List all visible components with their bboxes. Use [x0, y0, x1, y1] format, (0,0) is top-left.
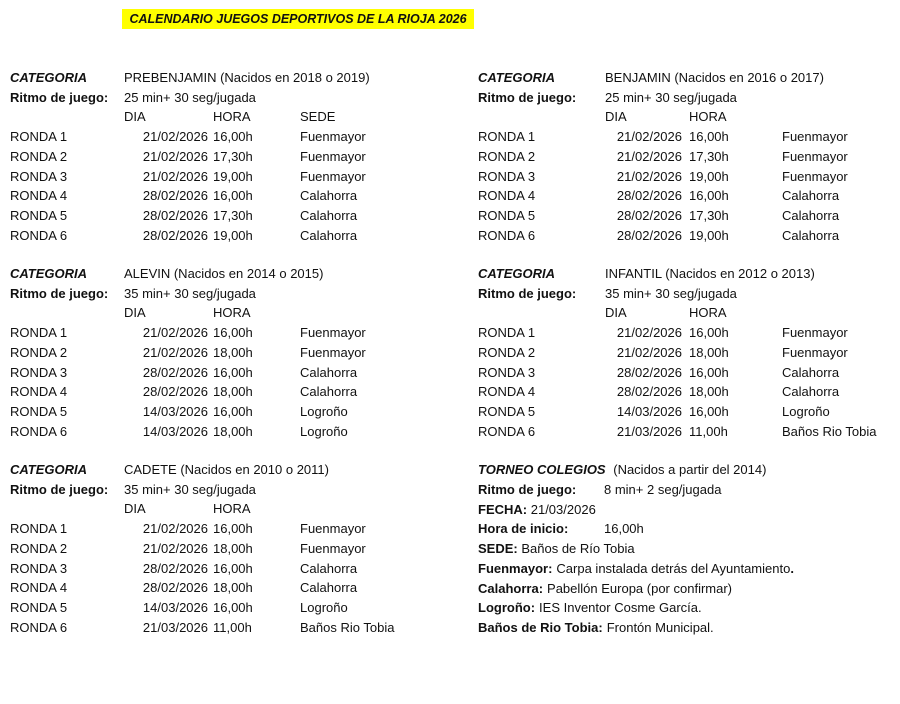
ronda-label: RONDA 3	[10, 560, 68, 576]
dia-header: DIA	[605, 305, 627, 321]
ronda-label: RONDA 4	[10, 580, 68, 596]
ronda-label: RONDA 5	[478, 207, 536, 223]
ronda-date: 28/02/2026	[616, 207, 682, 223]
categoria-label: CATEGORIA	[10, 462, 88, 477]
ronda-hora: 18,00h	[213, 540, 253, 556]
ronda-label: RONDA 3	[10, 168, 68, 184]
venue-label: Logroño:	[478, 600, 536, 616]
ronda-hora: 17,30h	[689, 148, 729, 164]
document-title: CALENDARIO JUEGOS DEPORTIVOS DE LA RIOJA 2026	[122, 9, 474, 29]
ronda-sede: Fuenmayor	[300, 325, 366, 341]
category-block	[478, 69, 900, 259]
torneo-hora-label: Hora de inicio:	[478, 521, 569, 536]
category-block	[10, 69, 450, 259]
category-block	[478, 265, 900, 455]
ronda-date: 21/02/2026	[616, 344, 682, 360]
ronda-hora: 16,00h	[213, 599, 253, 615]
ronda-label: RONDA 6	[10, 423, 68, 439]
ronda-sede: Calahorra	[782, 384, 840, 400]
ronda-label: RONDA 4	[478, 188, 536, 204]
categoria-label: CATEGORIA	[478, 70, 556, 85]
ronda-hora: 18,00h	[689, 384, 729, 400]
ritmo-value: 25 min+ 30 seg/jugada	[124, 89, 256, 105]
ronda-label: RONDA 4	[10, 188, 68, 204]
category-name: BENJAMIN (Nacidos en 2016 o 2017)	[605, 70, 824, 85]
venue-description: Frontón Municipal.	[606, 620, 714, 636]
ronda-date: 21/02/2026	[142, 540, 208, 556]
ronda-sede: Fuenmayor	[300, 344, 366, 360]
ronda-hora: 16,00h	[213, 188, 253, 204]
ronda-sede: Calahorra	[782, 227, 840, 243]
ronda-label: RONDA 6	[478, 423, 536, 439]
venue-description: Pabellón Europa (por confirmar)	[547, 580, 733, 596]
categoria-label: CATEGORIA	[10, 266, 88, 281]
ronda-label: RONDA 4	[10, 384, 68, 400]
ronda-hora: 19,00h	[689, 168, 729, 184]
torneo-ritmo-line	[478, 481, 576, 499]
venue-line	[478, 599, 702, 617]
venue-suffix: .	[790, 561, 794, 576]
ronda-date: 28/02/2026	[142, 580, 208, 596]
hora-header: HORA	[689, 109, 727, 125]
ronda-hora: 16,00h	[213, 325, 253, 341]
ronda-sede: Calahorra	[300, 384, 358, 400]
category-name: INFANTIL (Nacidos en 2012 o 2013)	[605, 266, 815, 281]
categoria-label: CATEGORIA	[478, 266, 556, 281]
venue-description: IES Inventor Cosme García.	[539, 600, 702, 616]
hora-header: HORA	[689, 305, 727, 321]
ronda-sede: Fuenmayor	[300, 540, 366, 556]
ronda-date: 21/02/2026	[142, 148, 208, 164]
ritmo-value: 35 min+ 30 seg/jugada	[124, 285, 256, 301]
ritmo-label: Ritmo de juego:	[10, 285, 109, 301]
ronda-sede: Baños Rio Tobia	[782, 423, 877, 439]
torneo-title: TORNEO COLEGIOS	[478, 462, 606, 477]
ronda-sede: Logroño	[300, 403, 348, 419]
ronda-label: RONDA 1	[10, 129, 68, 145]
hora-header: HORA	[213, 501, 251, 517]
ronda-hora: 17,30h	[213, 148, 253, 164]
ronda-date: 28/02/2026	[142, 364, 208, 380]
ronda-hora: 18,00h	[213, 423, 253, 439]
ronda-date: 14/03/2026	[616, 403, 682, 419]
ronda-hora: 17,30h	[689, 207, 729, 223]
ronda-label: RONDA 6	[10, 227, 68, 243]
ronda-sede: Calahorra	[300, 560, 358, 576]
ronda-label: RONDA 4	[478, 384, 536, 400]
ronda-hora: 16,00h	[213, 364, 253, 380]
ronda-hora: 18,00h	[213, 580, 253, 596]
ronda-label: RONDA 2	[10, 344, 68, 360]
ronda-sede: Calahorra	[300, 188, 358, 204]
ronda-sede: Calahorra	[300, 364, 358, 380]
torneo-sede-line	[478, 540, 635, 558]
ronda-date: 28/02/2026	[616, 188, 682, 204]
ronda-label: RONDA 1	[10, 325, 68, 341]
ronda-date: 28/02/2026	[142, 384, 208, 400]
torneo-fecha-line	[478, 501, 596, 519]
torneo-hora-value: 16,00h	[604, 521, 644, 536]
ronda-hora: 16,00h	[213, 521, 253, 537]
dia-header: DIA	[605, 109, 627, 125]
ronda-label: RONDA 2	[10, 540, 68, 556]
categoria-label: CATEGORIA	[10, 70, 88, 85]
ronda-label: RONDA 3	[478, 168, 536, 184]
ronda-label: RONDA 3	[10, 364, 68, 380]
ronda-date: 14/03/2026	[142, 423, 208, 439]
venue-label: Baños de Rio Tobia:	[478, 620, 603, 636]
ronda-date: 21/02/2026	[616, 168, 682, 184]
ronda-label: RONDA 1	[478, 129, 536, 145]
ronda-date: 21/02/2026	[142, 344, 208, 360]
torneo-ritmo-label: Ritmo de juego:	[478, 482, 577, 497]
ronda-hora: 16,00h	[213, 560, 253, 576]
ronda-label: RONDA 6	[478, 227, 536, 243]
category-name: CADETE (Nacidos en 2010 o 2011)	[124, 462, 329, 477]
ronda-sede: Fuenmayor	[782, 168, 848, 184]
ronda-hora: 19,00h	[213, 227, 253, 243]
ronda-date: 28/02/2026	[142, 227, 208, 243]
venue-label: Calahorra:	[478, 580, 544, 596]
ritmo-label: Ritmo de juego:	[478, 89, 577, 105]
ronda-hora: 18,00h	[213, 344, 253, 360]
ronda-hora: 18,00h	[213, 384, 253, 400]
ronda-sede: Calahorra	[300, 207, 358, 223]
ronda-sede: Baños Rio Tobia	[300, 619, 395, 635]
ronda-sede: Calahorra	[300, 227, 358, 243]
ronda-sede: Logroño	[300, 423, 348, 439]
ronda-label: RONDA 5	[478, 403, 536, 419]
ronda-hora: 16,00h	[689, 364, 729, 380]
torneo-sede-value: Baños de Río Tobia	[521, 541, 635, 556]
ronda-sede: Fuenmayor	[300, 129, 366, 145]
ronda-hora: 11,00h	[689, 423, 728, 439]
dia-header: DIA	[124, 501, 146, 517]
ronda-hora: 16,00h	[689, 188, 729, 204]
ronda-date: 28/02/2026	[616, 384, 682, 400]
torneo-ritmo-value: 8 min+ 2 seg/jugada	[604, 482, 722, 497]
ronda-label: RONDA 3	[478, 364, 536, 380]
ronda-sede: Calahorra	[300, 580, 358, 596]
ronda-date: 21/02/2026	[616, 129, 682, 145]
ronda-hora: 17,30h	[213, 207, 253, 223]
ronda-sede: Fuenmayor	[300, 521, 366, 537]
sede-header: SEDE	[300, 109, 336, 125]
ronda-date: 21/02/2026	[616, 325, 682, 341]
ronda-date: 21/02/2026	[142, 325, 208, 341]
ronda-label: RONDA 5	[10, 207, 68, 223]
ronda-label: RONDA 2	[478, 148, 536, 164]
ronda-hora: 16,00h	[689, 325, 729, 341]
venue-line	[478, 580, 732, 598]
category-name: PREBENJAMIN (Nacidos en 2018 o 2019)	[124, 70, 370, 85]
category-block	[10, 461, 450, 651]
ronda-label: RONDA 2	[478, 344, 536, 360]
torneo-colegios-block	[478, 461, 898, 641]
ronda-date: 28/02/2026	[142, 188, 208, 204]
ronda-label: RONDA 1	[10, 521, 68, 537]
ronda-hora: 16,00h	[213, 129, 253, 145]
torneo-header	[478, 461, 766, 479]
ronda-sede: Logroño	[782, 403, 830, 419]
ronda-date: 21/02/2026	[142, 168, 208, 184]
ronda-date: 21/03/2026	[616, 423, 682, 439]
ritmo-value: 25 min+ 30 seg/jugada	[605, 89, 737, 105]
torneo-subtitle: (Nacidos a partir del 2014)	[613, 462, 767, 477]
category-name: ALEVIN (Nacidos en 2014 o 2015)	[124, 266, 324, 281]
ronda-sede: Calahorra	[782, 207, 840, 223]
ronda-label: RONDA 5	[10, 403, 68, 419]
ronda-label: RONDA 1	[478, 325, 536, 341]
ritmo-label: Ritmo de juego:	[478, 285, 577, 301]
ronda-label: RONDA 6	[10, 619, 68, 635]
ronda-sede: Fuenmayor	[782, 148, 848, 164]
ronda-hora: 19,00h	[689, 227, 729, 243]
venue-line	[478, 619, 714, 637]
venue-label: Fuenmayor:	[478, 561, 553, 576]
dia-header: DIA	[124, 305, 146, 321]
ronda-date: 28/02/2026	[616, 227, 682, 243]
ronda-date: 28/02/2026	[142, 560, 208, 576]
ronda-hora: 19,00h	[213, 168, 253, 184]
ronda-date: 14/03/2026	[142, 403, 208, 419]
ronda-hora: 16,00h	[689, 403, 729, 419]
ronda-date: 21/03/2026	[142, 619, 208, 635]
ritmo-value: 35 min+ 30 seg/jugada	[605, 285, 737, 301]
ronda-hora: 18,00h	[689, 344, 729, 360]
hora-header: HORA	[213, 305, 251, 321]
ronda-sede: Calahorra	[782, 364, 840, 380]
ritmo-label: Ritmo de juego:	[10, 89, 109, 105]
ronda-label: RONDA 2	[10, 148, 68, 164]
ronda-date: 14/03/2026	[142, 599, 208, 615]
ronda-sede: Fuenmayor	[300, 168, 366, 184]
ronda-sede: Fuenmayor	[300, 148, 366, 164]
ronda-hora: 11,00h	[213, 619, 252, 635]
venue-line	[478, 560, 794, 578]
ronda-sede: Fuenmayor	[782, 129, 848, 145]
hora-header: HORA	[213, 109, 251, 125]
venue-description: Carpa instalada detrás del Ayuntamiento	[556, 561, 791, 576]
dia-header: DIA	[124, 109, 146, 125]
torneo-fecha-value: 21/03/2026	[530, 502, 596, 517]
ritmo-label: Ritmo de juego:	[10, 481, 109, 497]
ronda-hora: 16,00h	[689, 129, 729, 145]
torneo-fecha-label: FECHA:	[478, 502, 528, 517]
ronda-date: 21/02/2026	[616, 148, 682, 164]
torneo-hora-line	[478, 520, 568, 538]
ronda-sede: Calahorra	[782, 188, 840, 204]
ronda-label: RONDA 5	[10, 599, 68, 615]
ronda-date: 28/02/2026	[616, 364, 682, 380]
ronda-date: 21/02/2026	[142, 521, 208, 537]
ronda-sede: Logroño	[300, 599, 348, 615]
ronda-date: 21/02/2026	[142, 129, 208, 145]
ritmo-value: 35 min+ 30 seg/jugada	[124, 481, 256, 497]
torneo-sede-label: SEDE:	[478, 541, 518, 556]
ronda-sede: Fuenmayor	[782, 325, 848, 341]
ronda-sede: Fuenmayor	[782, 344, 848, 360]
ronda-date: 28/02/2026	[142, 207, 208, 223]
category-block	[10, 265, 450, 455]
ronda-hora: 16,00h	[213, 403, 253, 419]
